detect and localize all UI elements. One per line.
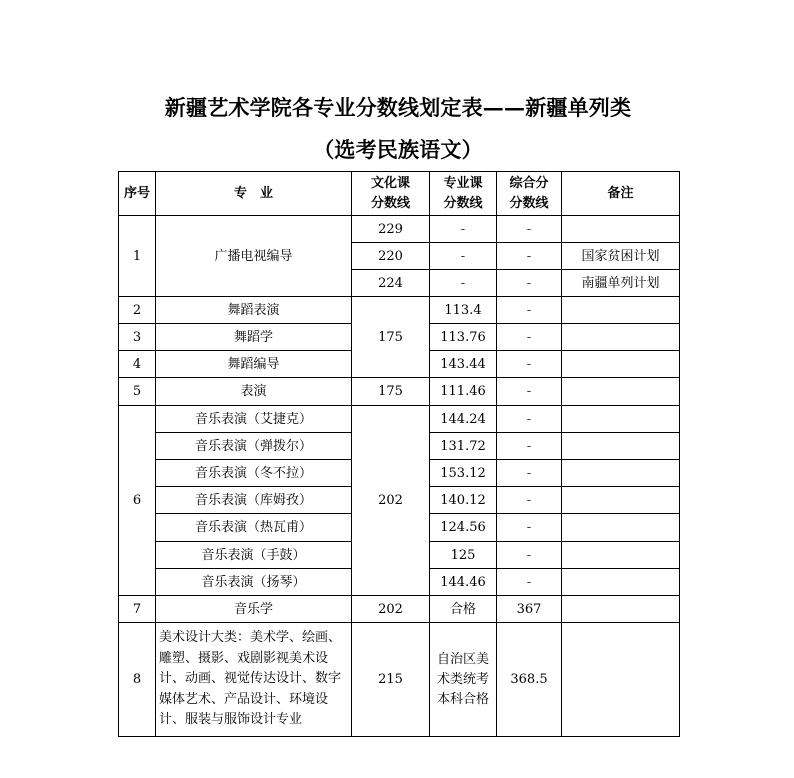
cell-culture: 220: [352, 243, 430, 270]
cell-pro: 125: [430, 542, 497, 569]
cell-comp: -: [497, 270, 562, 297]
header-culture-line1: 文化课: [370, 175, 410, 191]
cell-note: [562, 324, 680, 351]
header-comp-line2: 分数线: [509, 195, 549, 211]
cell-pro: 143.44: [430, 351, 497, 378]
cell-note: [562, 378, 680, 406]
cell-note: [562, 487, 680, 514]
cell-comp: -: [497, 243, 562, 270]
cell-comp: -: [497, 569, 562, 596]
cell-culture: 202: [352, 596, 430, 623]
cell-pro: 124.56: [430, 514, 497, 542]
table-row: [119, 297, 680, 324]
cell-pro: 113.4: [430, 297, 497, 324]
cell-comp: -: [497, 406, 562, 433]
cell-pro: -: [430, 243, 497, 270]
cell-major: 音乐表演（弹拨尔）: [156, 433, 352, 460]
cell-comp: -: [497, 324, 562, 351]
cell-seq: 2: [119, 297, 156, 324]
cell-major: 音乐表演（手鼓）: [156, 542, 352, 569]
cell-comp: -: [497, 297, 562, 324]
cell-culture: 175: [352, 378, 430, 406]
cell-major: 音乐表演（热瓦甫）: [156, 514, 352, 542]
cell-pro: 153.12: [430, 460, 497, 487]
cell-comp: -: [497, 378, 562, 406]
cell-culture: 202: [352, 406, 430, 596]
cell-seq: 4: [119, 351, 156, 378]
cell-pro: 113.76: [430, 324, 497, 351]
cell-major: 舞蹈编导: [156, 351, 352, 378]
cell-comp: -: [497, 351, 562, 378]
cell-comp: -: [497, 216, 562, 243]
cell-culture: 229: [352, 216, 430, 243]
header-culture-line2: 分数线: [370, 195, 410, 211]
cell-seq: 3: [119, 324, 156, 351]
table-header-row: [119, 172, 680, 216]
cell-comp: 368.5: [497, 623, 562, 737]
header-comp-line1: 综合分: [509, 175, 549, 191]
cell-pro: 自治区美术类统考本科合格: [430, 623, 497, 737]
cell-major: 舞蹈表演: [156, 297, 352, 324]
cell-pro: 144.24: [430, 406, 497, 433]
cell-comp: -: [497, 542, 562, 569]
cell-pro: 合格: [430, 596, 497, 623]
cell-seq: 6: [119, 406, 156, 596]
header-pro-score: [430, 172, 497, 216]
table-row: [119, 406, 680, 433]
score-table: [118, 171, 680, 737]
cell-note: [562, 406, 680, 433]
cell-comp: -: [497, 487, 562, 514]
cell-major: 音乐表演（艾捷克）: [156, 406, 352, 433]
cell-comp: -: [497, 460, 562, 487]
cell-pro: 144.46: [430, 569, 497, 596]
header-seq: 序号: [119, 172, 156, 216]
cell-note: [562, 596, 680, 623]
cell-note: 国家贫困计划: [562, 243, 680, 270]
cell-comp: -: [497, 433, 562, 460]
cell-culture: 175: [352, 297, 430, 378]
cell-note: [562, 569, 680, 596]
table-row: [119, 623, 680, 737]
header-note: 备注: [562, 172, 680, 216]
cell-major: 美术设计大类：美术学、绘画、雕塑、摄影、戏剧影视美术设计、动画、视觉传达设计、数字媒体艺术、产品设计、环境设计、服装与服饰设计专业: [156, 623, 352, 737]
page-subtitle: （选考民族语文）: [313, 137, 483, 162]
cell-major: 音乐表演（库姆孜）: [156, 487, 352, 514]
table-row: [119, 596, 680, 623]
cell-note: [562, 623, 680, 737]
cell-note: [562, 216, 680, 243]
cell-pro: 131.72: [430, 433, 497, 460]
cell-major: 舞蹈学: [156, 324, 352, 351]
cell-pro: 140.12: [430, 487, 497, 514]
cell-seq: 8: [119, 623, 156, 737]
cell-seq: 7: [119, 596, 156, 623]
header-pro-line1: 专业课: [443, 175, 483, 191]
cell-culture: 224: [352, 270, 430, 297]
cell-seq: 5: [119, 378, 156, 406]
header-major: 专 业: [156, 172, 352, 216]
cell-major: 音乐表演（冬不拉）: [156, 460, 352, 487]
cell-culture: 215: [352, 623, 430, 737]
cell-major: 表演: [156, 378, 352, 406]
cell-major: 广播电视编导: [156, 216, 352, 297]
cell-comp: 367: [497, 596, 562, 623]
cell-comp: -: [497, 514, 562, 542]
cell-note: [562, 351, 680, 378]
cell-seq: 1: [119, 216, 156, 297]
cell-major: 音乐表演（扬琴）: [156, 569, 352, 596]
cell-pro: -: [430, 216, 497, 243]
cell-note: [562, 297, 680, 324]
cell-note: 南疆单列计划: [562, 270, 680, 297]
cell-note: [562, 542, 680, 569]
cell-note: [562, 433, 680, 460]
cell-major: 音乐学: [156, 596, 352, 623]
header-culture-score: [352, 172, 430, 216]
header-pro-line2: 分数线: [443, 195, 483, 211]
table-row: [119, 216, 680, 243]
page-title: 新疆艺术学院各专业分数线划定表——新疆单列类: [164, 95, 632, 120]
cell-pro: -: [430, 270, 497, 297]
cell-note: [562, 460, 680, 487]
table-row: [119, 378, 680, 406]
header-comp-score: [497, 172, 562, 216]
cell-note: [562, 514, 680, 542]
cell-pro: 111.46: [430, 378, 497, 406]
